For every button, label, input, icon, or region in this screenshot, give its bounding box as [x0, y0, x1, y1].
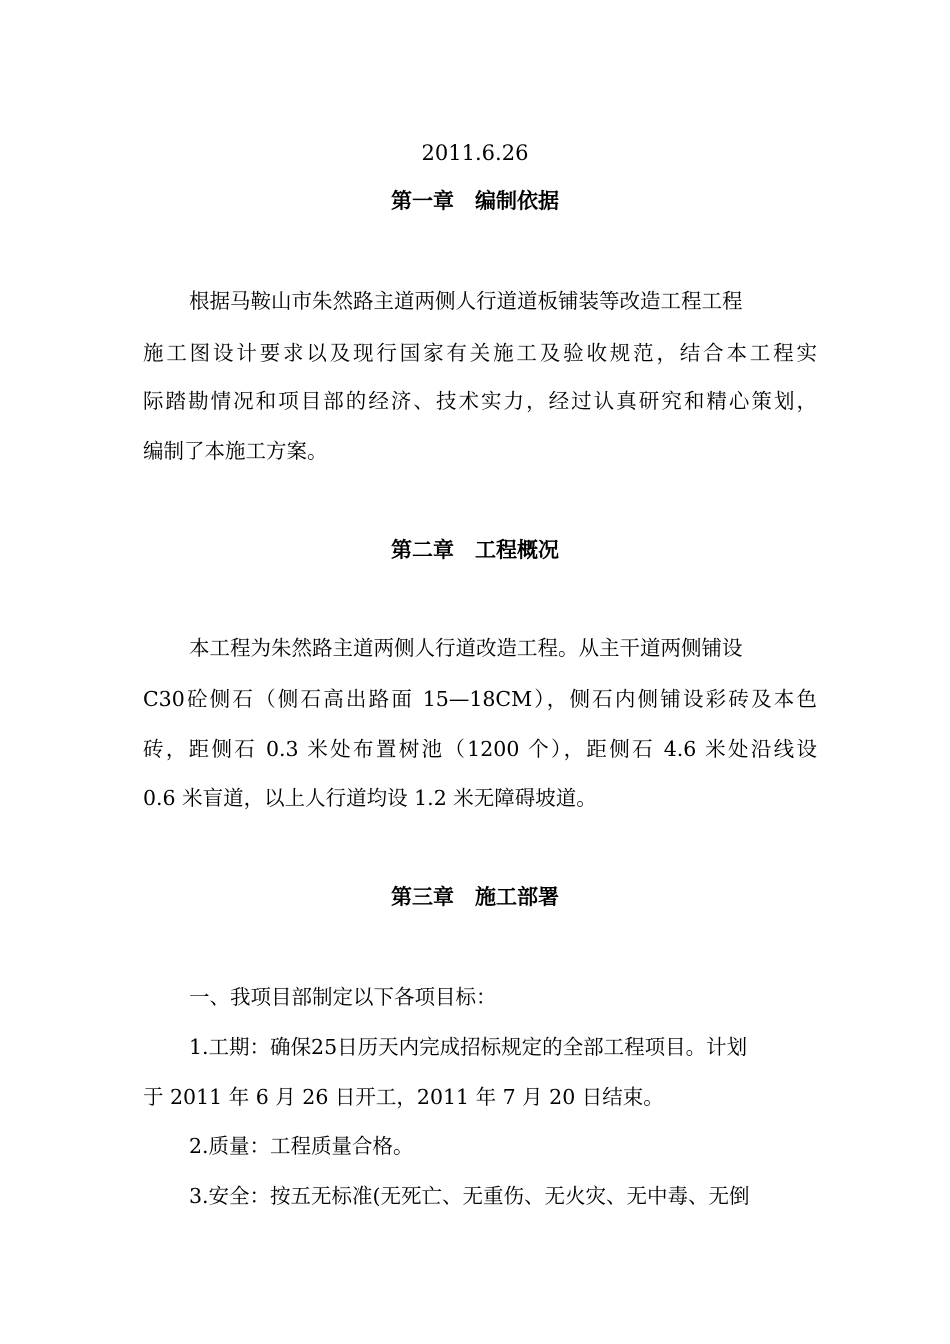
chapter-1-line-1: 根据马鞍山市朱然路主道两侧人行道道板铺装等改造工程工程	[189, 289, 743, 313]
chapter-2-line-4: 0.6 米盲道，以上人行道均设 1.2 米无障碍坡道。	[143, 786, 597, 810]
chapter-3-line-5: 3.安全：按五无标准(无死亡、无重伤、无火灾、无中毒、无倒	[189, 1184, 750, 1208]
chapter-3-line-4: 2.质量：工程质量合格。	[189, 1134, 414, 1158]
chapter-2-line-1: 本工程为朱然路主道两侧人行道改造工程。从主干道两侧铺设	[189, 636, 743, 660]
chapter-1-line-4: 编制了本施工方案。	[143, 439, 328, 463]
chapter-3-line-1: 一、我项目部制定以下各项目标：	[189, 985, 497, 1009]
chapter-1-line-2: 施工图设计要求以及现行国家有关施工及验收规范，结合本工程实	[143, 341, 817, 365]
chapter-3-line-2: 1.工期：确保25日历天内完成招标规定的全部工程项目。计划	[189, 1035, 748, 1059]
chapter-1-line-3: 际踏勘情况和项目部的经济、技术实力，经过认真研究和精心策划，	[143, 389, 817, 413]
chapter-2-line-3: 砖，距侧石 0.3 米处布置树池（1200 个），距侧石 4.6 米处沿线设	[143, 737, 817, 761]
document-date: 2011.6.26	[421, 141, 529, 165]
chapter-2-line-2: C30砼侧石（侧石高出路面 15—18CM），侧石内侧铺设彩砖及本色	[143, 687, 817, 711]
chapter-3-heading: 第三章 施工部署	[391, 884, 559, 909]
chapter-2-heading: 第二章 工程概况	[391, 537, 559, 562]
chapter-3-line-3: 于 2011 年 6 月 26 日开工，2011 年 7 月 20 日结束。	[143, 1085, 664, 1109]
chapter-1-heading: 第一章 编制依据	[391, 188, 559, 213]
